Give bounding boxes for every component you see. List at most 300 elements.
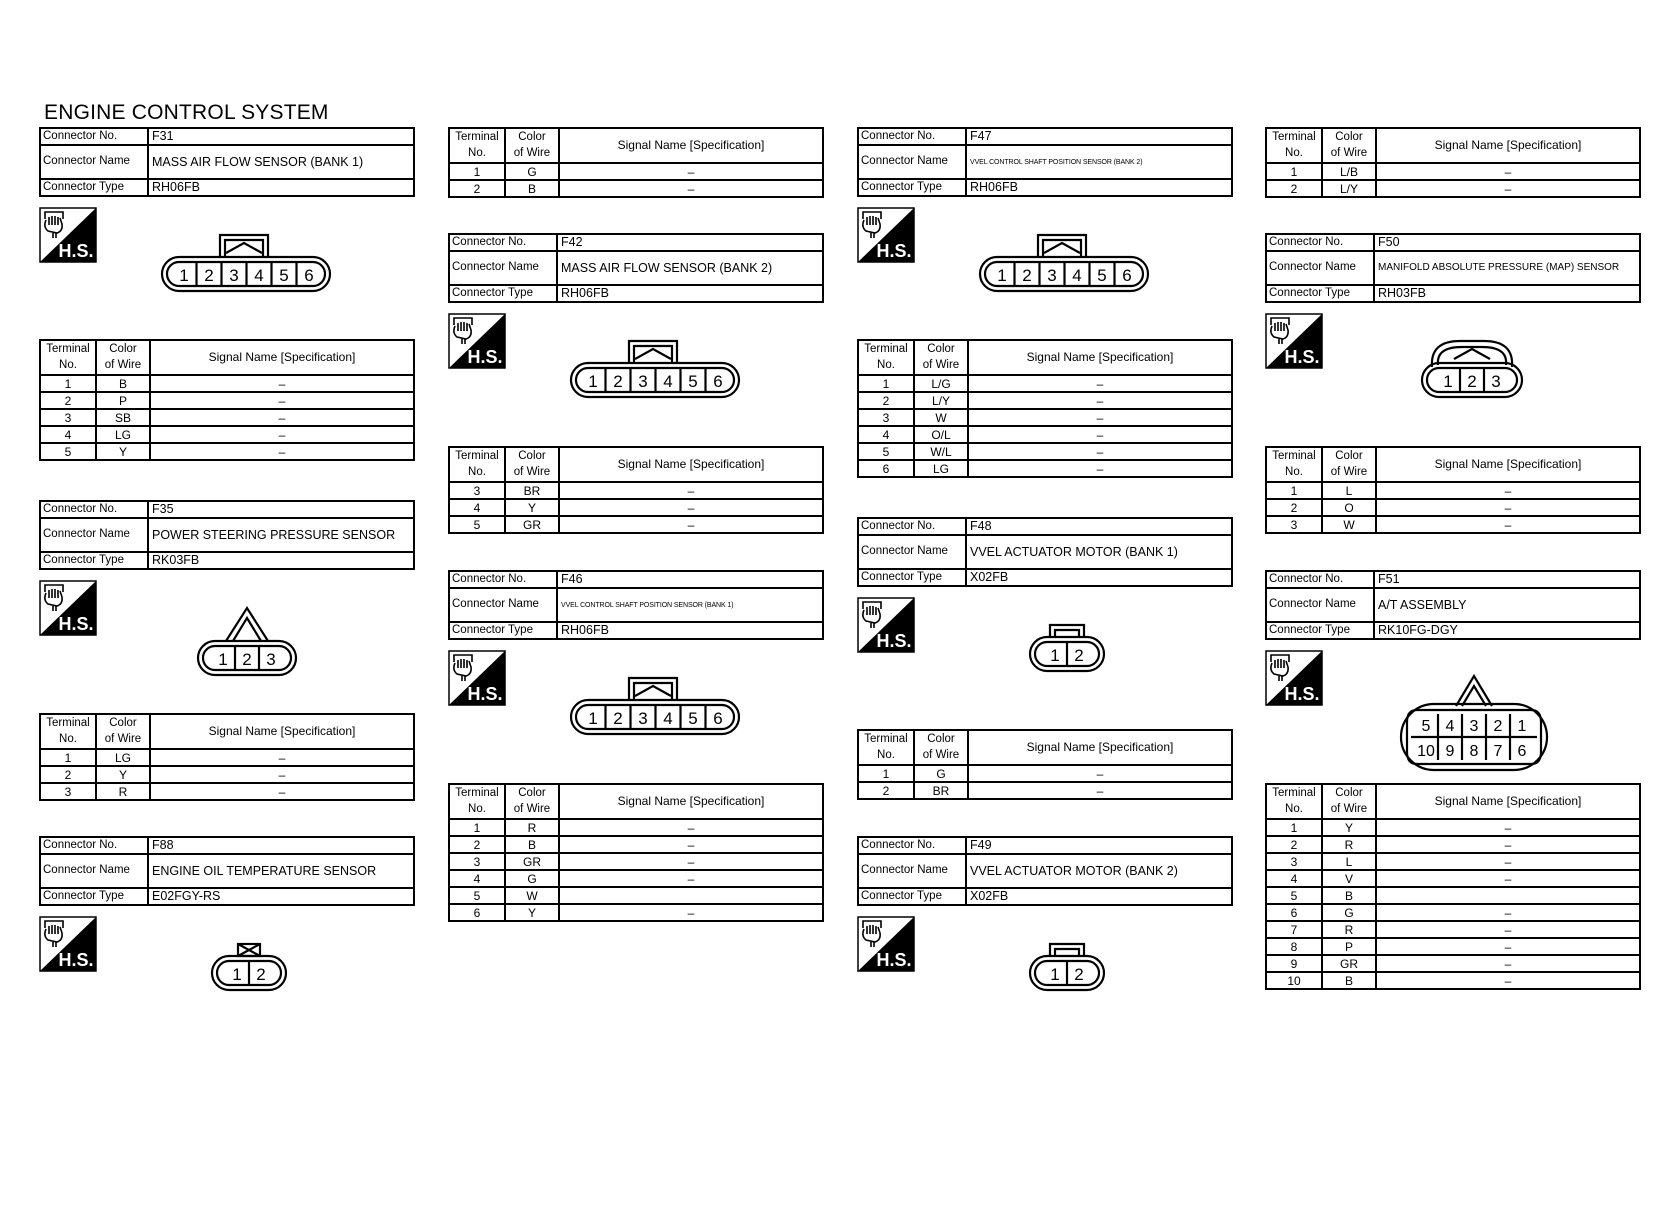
connector-type-label: Connector Type	[449, 622, 557, 639]
terminal-row	[858, 409, 1232, 426]
connector-type-value: RK10FG-DGY	[1374, 622, 1640, 639]
connector-type-row	[1266, 622, 1640, 639]
wire-color-header	[1322, 128, 1376, 163]
signal-name	[1376, 887, 1640, 904]
terminal-no-header	[858, 340, 914, 375]
pin-number: 3	[266, 650, 276, 669]
wire-color-header-line1: Color	[109, 342, 137, 355]
connector-type-value: RH06FB	[557, 285, 823, 302]
terminal-no: 1	[1266, 819, 1322, 836]
signal-name-header: Signal Name [Specification]	[968, 340, 1232, 375]
pin-number: 6	[713, 709, 723, 728]
wire-color: P	[96, 392, 150, 409]
wire-color: R	[96, 783, 150, 800]
signal-name: –	[559, 819, 823, 836]
pin-number: 10	[1417, 743, 1435, 760]
signal-name-header: Signal Name [Specification]	[1376, 128, 1640, 163]
connector-no-value: F47	[966, 128, 1232, 145]
connector-type-label: Connector Type	[1266, 285, 1374, 302]
terminal-table	[39, 339, 415, 461]
connector-info-table	[857, 836, 1233, 906]
connector-type-label: Connector Type	[858, 179, 966, 196]
terminal-table-header	[858, 340, 1232, 375]
signal-name-header: Signal Name [Specification]	[150, 340, 414, 375]
connector-name-value: A/T ASSEMBLY	[1374, 588, 1640, 622]
pin-number: 5	[688, 709, 698, 728]
terminal-no-header-line2: No.	[59, 732, 77, 745]
wire-color: Y	[1322, 819, 1376, 836]
wire-color: O	[1322, 499, 1376, 516]
terminal-no: 4	[40, 426, 96, 443]
connector-name-row	[858, 535, 1232, 569]
connector-face-diagram	[1028, 940, 1106, 992]
pin-number: 3	[1469, 718, 1479, 735]
pin-number: 3	[1047, 266, 1057, 285]
connector-no-label: Connector No.	[40, 837, 148, 854]
terminal-no: 9	[1266, 955, 1322, 972]
connector-info-table	[1265, 570, 1641, 640]
terminal-row	[858, 782, 1232, 799]
connector-type-row	[40, 888, 414, 905]
connector-no-value: F88	[148, 837, 414, 854]
connector-name-value: POWER STEERING PRESSURE SENSOR	[148, 518, 414, 552]
terminal-no-header-line2: No.	[468, 465, 486, 478]
terminal-table	[1265, 127, 1641, 198]
terminal-row	[40, 783, 414, 800]
wire-color: B	[96, 375, 150, 392]
connector-name-label: Connector Name	[40, 854, 148, 888]
signal-name: –	[1376, 955, 1640, 972]
connector-type-row	[858, 888, 1232, 905]
wire-color-header-line2: of Wire	[513, 146, 551, 159]
terminal-no: 2	[858, 782, 914, 799]
terminal-no-header-line1: Terminal	[1272, 786, 1316, 799]
connector-no-label: Connector No.	[858, 518, 966, 535]
connector-type-value: RK03FB	[148, 552, 414, 569]
terminal-no-header-line2: No.	[1285, 802, 1303, 815]
hs-badge-text: H.S.	[876, 950, 912, 970]
terminal-row	[449, 499, 823, 516]
hs-harness-side-icon	[448, 313, 506, 369]
signal-name: –	[150, 766, 414, 783]
connector-name-label: Connector Name	[858, 535, 966, 569]
wire-color-header-line1: Color	[1335, 130, 1363, 143]
signal-name: –	[1376, 819, 1640, 836]
connector-no-row	[1266, 571, 1640, 588]
terminal-row	[1266, 836, 1640, 853]
signal-name: –	[150, 443, 414, 460]
pin-number: 5	[1097, 266, 1107, 285]
connector-info-table	[857, 517, 1233, 587]
wire-color: W	[1322, 516, 1376, 533]
terminal-no: 3	[858, 409, 914, 426]
wire-color: L/Y	[914, 392, 968, 409]
pin-number: 7	[1493, 743, 1503, 760]
wire-color: GR	[505, 853, 559, 870]
terminal-table	[39, 713, 415, 801]
wire-color-header-line2: of Wire	[104, 732, 142, 745]
connector-name-row	[449, 588, 823, 622]
signal-name: –	[1376, 870, 1640, 887]
wire-color-header-line1: Color	[518, 786, 546, 799]
terminal-row	[449, 482, 823, 499]
terminal-table-header	[1266, 784, 1640, 819]
pin-number: 3	[1491, 372, 1501, 391]
connector-no-label: Connector No.	[858, 128, 966, 145]
wire-color: W/L	[914, 443, 968, 460]
connector-type-row	[858, 569, 1232, 586]
terminal-no: 3	[1266, 516, 1322, 533]
signal-name: –	[559, 516, 823, 533]
connector-no-value: F50	[1374, 234, 1640, 251]
terminal-no: 2	[1266, 836, 1322, 853]
pin-number: 9	[1445, 743, 1455, 760]
terminal-no-header-line2: No.	[468, 802, 486, 815]
pin-number: 2	[1074, 646, 1084, 665]
connector-type-row	[449, 622, 823, 639]
terminal-table	[448, 127, 824, 198]
terminal-no: 6	[1266, 904, 1322, 921]
connector-type-label: Connector Type	[40, 552, 148, 569]
terminal-row	[40, 409, 414, 426]
terminal-row	[40, 443, 414, 460]
terminal-row	[1266, 938, 1640, 955]
terminal-no-header	[1266, 447, 1322, 482]
connector-name-value: ENGINE OIL TEMPERATURE SENSOR	[148, 854, 414, 888]
signal-name: –	[968, 375, 1232, 392]
terminal-no: 1	[1266, 163, 1322, 180]
terminal-no: 5	[40, 443, 96, 460]
terminal-no-header-line1: Terminal	[455, 786, 499, 799]
wire-color-header-line2: of Wire	[104, 358, 142, 371]
terminal-no: 1	[40, 375, 96, 392]
pin-number: 2	[613, 372, 623, 391]
hs-harness-side-icon	[857, 597, 915, 653]
pin-number: 3	[229, 266, 239, 285]
wire-color: B	[1322, 972, 1376, 989]
signal-name: –	[1376, 853, 1640, 870]
wire-color: W	[914, 409, 968, 426]
terminal-no-header-line1: Terminal	[864, 342, 908, 355]
signal-name: –	[559, 853, 823, 870]
pin-number: 6	[1517, 743, 1527, 760]
hs-badge-text: H.S.	[467, 684, 503, 704]
pin-number: 5	[1421, 718, 1431, 735]
terminal-no: 1	[1266, 482, 1322, 499]
pin-number: 1	[588, 372, 598, 391]
signal-name: –	[1376, 516, 1640, 533]
connector-name-label: Connector Name	[1266, 251, 1374, 285]
terminal-row	[449, 819, 823, 836]
wire-color-header	[914, 730, 968, 765]
connector-name-row	[40, 518, 414, 552]
terminal-no-header	[1266, 784, 1322, 819]
connector-no-row	[858, 518, 1232, 535]
pin-number: 1	[232, 965, 242, 984]
terminal-row	[449, 853, 823, 870]
column-3	[857, 0, 1233, 1216]
terminal-row	[858, 426, 1232, 443]
pin-number: 1	[179, 266, 189, 285]
connector-face-diagram	[210, 940, 288, 992]
wire-color-header-line2: of Wire	[922, 358, 960, 371]
wire-color: O/L	[914, 426, 968, 443]
wire-color-header	[505, 784, 559, 819]
connector-info-table	[448, 233, 824, 303]
signal-name: –	[559, 499, 823, 516]
pin-number: 2	[1467, 372, 1477, 391]
wire-color: P	[1322, 938, 1376, 955]
signal-name: –	[559, 836, 823, 853]
connector-type-label: Connector Type	[1266, 622, 1374, 639]
connector-no-row	[1266, 234, 1640, 251]
connector-name-row	[40, 145, 414, 179]
connector-no-row	[40, 128, 414, 145]
terminal-row	[1266, 870, 1640, 887]
pin-number: 1	[1443, 372, 1453, 391]
terminal-table-header	[1266, 447, 1640, 482]
terminal-no: 3	[449, 482, 505, 499]
terminal-no-header-line1: Terminal	[1272, 449, 1316, 462]
terminal-no: 6	[858, 460, 914, 477]
terminal-row	[858, 443, 1232, 460]
connector-no-row	[40, 501, 414, 518]
terminal-no: 3	[449, 853, 505, 870]
signal-name: –	[559, 163, 823, 180]
connector-name-value: VVEL CONTROL SHAFT POSITION SENSOR (BANK 2)	[966, 145, 1232, 179]
connector-name-label: Connector Name	[449, 251, 557, 285]
column-1	[39, 0, 415, 1216]
pin-number: 1	[1050, 965, 1060, 984]
wire-color: L/G	[914, 375, 968, 392]
connector-info-table	[448, 570, 824, 640]
connector-name-row	[40, 854, 414, 888]
terminal-no-header-line2: No.	[468, 146, 486, 159]
terminal-row	[858, 375, 1232, 392]
hs-badge-text: H.S.	[58, 241, 94, 261]
terminal-row	[40, 749, 414, 766]
wire-color: LG	[96, 426, 150, 443]
hs-harness-side-icon	[39, 580, 97, 636]
hs-badge-text: H.S.	[467, 347, 503, 367]
hs-harness-side-icon	[857, 916, 915, 972]
terminal-no: 4	[449, 499, 505, 516]
pin-number: 1	[997, 266, 1007, 285]
terminal-no: 1	[449, 163, 505, 180]
wire-color: W	[505, 887, 559, 904]
signal-name: –	[968, 765, 1232, 782]
connector-type-label: Connector Type	[40, 179, 148, 196]
connector-no-value: F48	[966, 518, 1232, 535]
signal-name: –	[150, 392, 414, 409]
terminal-no-header-line2: No.	[1285, 146, 1303, 159]
signal-name: –	[968, 409, 1232, 426]
connector-name-value: VVEL ACTUATOR MOTOR (BANK 2)	[966, 854, 1232, 888]
terminal-no-header	[40, 340, 96, 375]
pin-number: 4	[663, 709, 673, 728]
hs-harness-side-icon	[448, 650, 506, 706]
wire-color: L	[1322, 853, 1376, 870]
wire-color: G	[505, 870, 559, 887]
connector-face-diagram	[160, 231, 332, 293]
connector-no-row	[449, 234, 823, 251]
terminal-row	[1266, 887, 1640, 904]
page-title: ENGINE CONTROL SYSTEM	[44, 101, 329, 124]
terminal-no: 2	[858, 392, 914, 409]
terminal-table-header	[449, 784, 823, 819]
pin-number: 4	[1072, 266, 1082, 285]
terminal-no: 4	[858, 426, 914, 443]
wire-color: R	[505, 819, 559, 836]
terminal-table-header	[40, 340, 414, 375]
signal-name: –	[968, 426, 1232, 443]
wire-color-header-line1: Color	[518, 130, 546, 143]
wire-color-header-line2: of Wire	[1330, 146, 1368, 159]
terminal-row	[40, 375, 414, 392]
hs-badge-text: H.S.	[1284, 684, 1320, 704]
column-4	[1265, 0, 1641, 1216]
pin-number: 2	[1074, 965, 1084, 984]
connector-no-value: F51	[1374, 571, 1640, 588]
hs-harness-side-icon	[1265, 650, 1323, 706]
connector-no-label: Connector No.	[40, 501, 148, 518]
connector-name-value: MANIFOLD ABSOLUTE PRESSURE (MAP) SENSOR	[1374, 251, 1640, 285]
pin-number: 2	[1493, 718, 1503, 735]
terminal-row	[40, 766, 414, 783]
signal-name: –	[968, 460, 1232, 477]
terminal-row	[1266, 516, 1640, 533]
connector-info-table	[1265, 233, 1641, 303]
terminal-row	[1266, 955, 1640, 972]
terminal-no-header-line1: Terminal	[46, 342, 90, 355]
terminal-row	[1266, 819, 1640, 836]
wire-color: Y	[96, 443, 150, 460]
connector-face-diagram	[569, 337, 741, 399]
terminal-no-header	[858, 730, 914, 765]
wire-color-header	[505, 447, 559, 482]
terminal-no-header-line2: No.	[877, 748, 895, 761]
connector-face-diagram	[978, 231, 1150, 293]
terminal-row	[1266, 482, 1640, 499]
wire-color: SB	[96, 409, 150, 426]
wire-color-header-line1: Color	[518, 449, 546, 462]
signal-name: –	[150, 426, 414, 443]
terminal-row	[858, 460, 1232, 477]
connector-type-value: RH06FB	[148, 179, 414, 196]
connector-name-label: Connector Name	[858, 854, 966, 888]
pin-number: 1	[218, 650, 228, 669]
terminal-no: 3	[40, 409, 96, 426]
wire-color-header	[914, 340, 968, 375]
wire-color-header-line2: of Wire	[513, 465, 551, 478]
terminal-row	[1266, 921, 1640, 938]
pin-number: 8	[1469, 743, 1479, 760]
pin-number: 5	[279, 266, 289, 285]
connector-no-value: F42	[557, 234, 823, 251]
connector-name-label: Connector Name	[858, 145, 966, 179]
signal-name: –	[1376, 836, 1640, 853]
connector-type-row	[40, 552, 414, 569]
connector-info-table	[39, 836, 415, 906]
connector-name-label: Connector Name	[1266, 588, 1374, 622]
wire-color: GR	[1322, 955, 1376, 972]
terminal-row	[449, 163, 823, 180]
terminal-no: 5	[1266, 887, 1322, 904]
terminal-no: 2	[449, 836, 505, 853]
pin-number: 2	[1022, 266, 1032, 285]
wire-color: Y	[96, 766, 150, 783]
connector-no-row	[40, 837, 414, 854]
signal-name-header: Signal Name [Specification]	[559, 447, 823, 482]
connector-type-row	[858, 179, 1232, 196]
terminal-row	[449, 870, 823, 887]
wire-color-header-line1: Color	[109, 716, 137, 729]
wire-color: L/B	[1322, 163, 1376, 180]
connector-no-label: Connector No.	[449, 571, 557, 588]
wire-color: Y	[505, 904, 559, 921]
connector-face-diagram	[196, 604, 298, 678]
terminal-table-header	[1266, 128, 1640, 163]
connector-name-value: VVEL ACTUATOR MOTOR (BANK 1)	[966, 535, 1232, 569]
connector-info-table	[39, 127, 415, 197]
terminal-row	[449, 180, 823, 197]
signal-name: –	[559, 870, 823, 887]
terminal-no: 2	[1266, 180, 1322, 197]
signal-name-header: Signal Name [Specification]	[559, 784, 823, 819]
hs-badge-text: H.S.	[876, 241, 912, 261]
connector-no-label: Connector No.	[1266, 234, 1374, 251]
signal-name: –	[968, 392, 1232, 409]
signal-name	[559, 887, 823, 904]
signal-name: –	[559, 180, 823, 197]
wire-color-header-line1: Color	[927, 342, 955, 355]
wire-color-header-line1: Color	[1335, 786, 1363, 799]
signal-name: –	[150, 375, 414, 392]
terminal-no-header-line1: Terminal	[46, 716, 90, 729]
terminal-row	[1266, 180, 1640, 197]
terminal-row	[449, 516, 823, 533]
terminal-table	[448, 783, 824, 922]
connector-info-table	[39, 500, 415, 570]
terminal-no-header-line1: Terminal	[864, 732, 908, 745]
wire-color-header-line1: Color	[927, 732, 955, 745]
wire-color: G	[1322, 904, 1376, 921]
terminal-row	[1266, 499, 1640, 516]
terminal-row	[1266, 972, 1640, 989]
connector-name-row	[858, 854, 1232, 888]
wire-color: LG	[914, 460, 968, 477]
wire-color: G	[505, 163, 559, 180]
signal-name-header: Signal Name [Specification]	[1376, 784, 1640, 819]
terminal-table	[448, 446, 824, 534]
pin-number: 5	[688, 372, 698, 391]
connector-name-row	[1266, 251, 1640, 285]
connector-name-row	[449, 251, 823, 285]
wire-color: L/Y	[1322, 180, 1376, 197]
terminal-no-header-line1: Terminal	[455, 130, 499, 143]
terminal-no: 2	[40, 766, 96, 783]
signal-name: –	[150, 749, 414, 766]
terminal-no: 1	[858, 375, 914, 392]
terminal-row	[1266, 853, 1640, 870]
connector-type-label: Connector Type	[40, 888, 148, 905]
terminal-row	[449, 836, 823, 853]
connector-no-value: F49	[966, 837, 1232, 854]
connector-type-value: RH06FB	[966, 179, 1232, 196]
terminal-no-header-line2: No.	[59, 358, 77, 371]
terminal-row	[449, 887, 823, 904]
signal-name: –	[559, 482, 823, 499]
